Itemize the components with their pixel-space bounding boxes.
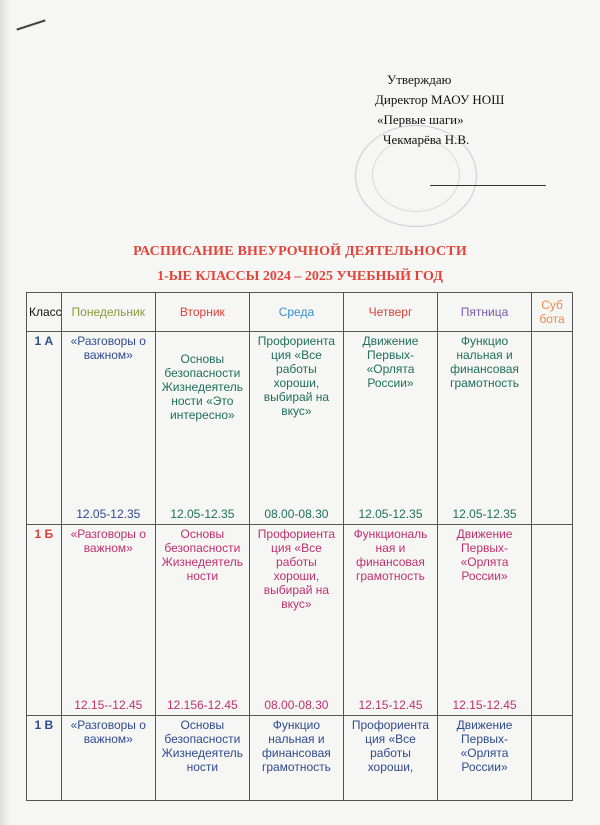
activity-name: «Разговоры о важном»: [70, 718, 146, 746]
activity-name: «Разговоры о важном»: [70, 527, 146, 555]
schedule-cell-thu: [343, 716, 437, 801]
activity-time: 12.05-12.35: [170, 507, 235, 521]
activity-time: 08.00-08.30: [264, 698, 329, 712]
activity-time: 12.15-12.45: [358, 698, 423, 712]
activity-name: Основы безопасности Жизнедеятель ности: [161, 527, 244, 583]
activity-time: 12.05-12.35: [452, 507, 517, 521]
activity-name: Основы безопасности Жизнедеятель ности «Это интересно»: [161, 352, 244, 422]
schedule-cell-tue: [155, 525, 249, 716]
header-saturday: Суб бота: [532, 293, 573, 332]
schedule-cell-thu: [343, 332, 437, 525]
activity-name: «Разговоры о важном»: [70, 334, 146, 362]
header-class: Класс: [27, 293, 62, 332]
page-edge-shadow: [0, 0, 10, 825]
approval-line-1: Утверждаю: [387, 72, 452, 87]
schedule-table: [26, 292, 573, 801]
schedule-cell-wed: [249, 716, 343, 801]
table-row: [27, 525, 573, 716]
header-thursday: Четверг: [343, 293, 437, 332]
schedule-cell-sat: [532, 716, 573, 801]
class-cell: 1 Б: [27, 525, 62, 716]
approval-block: [375, 70, 504, 150]
schedule-cell-thu: [343, 525, 437, 716]
activity-time: 08.00-08.30: [264, 507, 329, 521]
schedule-cell-mon: [61, 525, 155, 716]
pen-mark: [16, 19, 45, 30]
approval-line-3: «Первые шаги»: [377, 112, 464, 127]
activity-name: Функцио нальная и финансовая грамотность: [261, 718, 331, 774]
activity-time: 12.05-12.35: [358, 507, 423, 521]
class-cell: 1 А: [27, 332, 62, 525]
header-tuesday: Вторник: [155, 293, 249, 332]
approval-line-2: Директор МАОУ НОШ: [375, 92, 505, 107]
table-row: [27, 332, 573, 525]
activity-time: 12.156-12.45: [166, 698, 238, 712]
table-header-row: [27, 293, 573, 332]
schedule-cell-fri: [438, 525, 532, 716]
schedule-subtitle: 1-ЫЕ КЛАССЫ 2024 – 2025 УЧЕБНЫЙ ГОД: [157, 269, 443, 284]
activity-name: Движение Первых- «Орлята России»: [456, 718, 513, 774]
class-cell: 1 В: [27, 716, 62, 801]
schedule-cell-mon: [61, 332, 155, 525]
approval-line-4: Чекмарёва Н.В.: [383, 132, 470, 147]
activity-time: 12.15--12.45: [74, 698, 143, 712]
header-wednesday: Среда: [249, 293, 343, 332]
schedule-cell-sat: [532, 525, 573, 716]
activity-name: Профориента ция «Все работы хороши,: [351, 718, 430, 774]
schedule-cell-wed: [249, 525, 343, 716]
schedule-cell-fri: [438, 716, 532, 801]
header-friday: Пятница: [438, 293, 532, 332]
activity-name: Функциональ ная и финансовая грамотность: [353, 527, 428, 583]
activity-name: Движение Первых- «Орлята России»: [456, 527, 513, 583]
schedule-cell-mon: [61, 716, 155, 801]
activity-name: Основы безопасности Жизнедеятель ности: [161, 718, 244, 774]
header-monday: Понедельник: [61, 293, 155, 332]
schedule-cell-sat: [532, 332, 573, 525]
schedule-title: РАСПИСАНИЕ ВНЕУРОЧНОЙ ДЕЯТЕЛЬНОСТИ: [133, 244, 467, 259]
activity-time: 12.05-12.35: [76, 507, 141, 521]
schedule-cell-wed: [249, 332, 343, 525]
schedule-cell-fri: [438, 332, 532, 525]
signature-line: [430, 185, 546, 186]
activity-name: Движение Первых- «Орлята России»: [362, 334, 419, 390]
table-row: [27, 716, 573, 801]
activity-name: Профориента ция «Все работы хороши, выбирай на вкус»: [257, 527, 336, 611]
schedule-cell-tue: [155, 332, 249, 525]
activity-time: 12.15-12.45: [452, 698, 517, 712]
activity-name: Профориента ция «Все работы хороши, выбирай на вкус»: [257, 334, 336, 418]
activity-name: Функцио нальная и финансовая грамотность: [450, 334, 519, 390]
schedule-cell-tue: [155, 716, 249, 801]
